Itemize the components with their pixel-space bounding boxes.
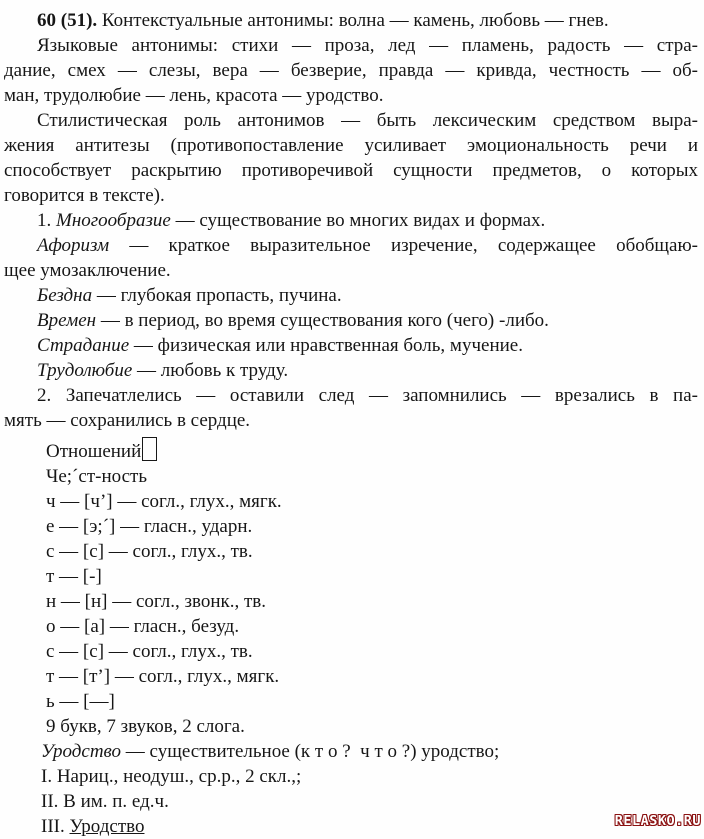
text-segment: — краткое выразительное изречение, содержащее обобщаю-: [109, 235, 698, 256]
text-line: [4, 437, 698, 464]
text-segment: Уродство: [69, 816, 145, 837]
text-line: [4, 158, 698, 183]
text-segment: Времен: [37, 310, 97, 331]
text-line: [4, 739, 698, 764]
text-line: [4, 283, 698, 308]
text-segment: Уродство: [41, 741, 122, 762]
text-segment: с — [с] — согл., глух., тв.: [46, 641, 253, 662]
text-line: [4, 108, 698, 133]
text-line: [4, 664, 698, 689]
text-line: [4, 183, 698, 208]
text-segment: Стилистическая роль антонимов — быть лексическим средством выра-: [37, 110, 698, 131]
text-line: [4, 233, 698, 258]
zero-ending-box: [142, 437, 157, 461]
morpheme-word: Отношений: [46, 441, 142, 462]
text-line: [4, 514, 698, 539]
text-line: [4, 464, 698, 489]
text-line: [4, 308, 698, 333]
text-segment: т — [-]: [46, 566, 102, 587]
text-segment: ь — [—]: [46, 691, 115, 712]
text-line: [4, 83, 698, 108]
text-segment: щее умозаключение.: [4, 260, 171, 281]
text-line: [4, 589, 698, 614]
text-line: [4, 333, 698, 358]
text-line: [4, 358, 698, 383]
text-segment: т — [т’] — согл., глух., мягк.: [46, 666, 280, 687]
text-segment: о — [а] — гласн., безуд.: [46, 616, 240, 637]
text-line: [4, 639, 698, 664]
text-line: [4, 8, 698, 33]
text-segment: I. Нариц., неодуш., ср.р., 2 скл.,;: [41, 766, 302, 787]
text-segment: мять — сохранились в сердце.: [4, 410, 251, 431]
text-segment: — существование во многих видах и формах.: [170, 210, 546, 231]
text-segment: Бездна: [37, 285, 93, 306]
text-segment: с — [с] — согл., глух., тв.: [46, 541, 253, 562]
text-segment: Трудолюбие: [37, 360, 133, 381]
text-segment: ч — [ч’] — согл., глух., мягк.: [46, 491, 282, 512]
text-segment: говорится в тексте).: [4, 185, 165, 206]
text-segment: Контекстуальные антонимы: волна — камень, любовь — гнев.: [97, 10, 609, 31]
text-segment: Языковые антонимы: стихи — проза, лед — пламень, радость — стра-: [37, 35, 698, 56]
text-segment: — любовь к труду.: [132, 360, 289, 381]
text-line: [4, 614, 698, 639]
text-line: [4, 714, 698, 739]
text-segment: 60 (51).: [37, 10, 98, 31]
text-segment: — физическая или нравственная боль, мучение.: [129, 335, 523, 356]
text-segment: 1.: [37, 210, 56, 231]
text-segment: жения антитезы (противопоставление усиливает эмоциональность речи и: [4, 135, 698, 156]
text-segment: II. В им. п. ед.ч.: [41, 791, 169, 812]
text-line: [4, 33, 698, 58]
text-line: [4, 258, 698, 283]
text-line: [4, 689, 698, 714]
text-segment: Че;´ст-ность: [46, 466, 147, 487]
text-segment: способствует раскрытию противоречивой сущности предметов, о которых: [4, 160, 698, 181]
text-line: [4, 208, 698, 233]
text-segment: дание, смех — слезы, вера — безверие, правда — кривда, честность — об-: [4, 60, 698, 81]
text-segment: — существительное (к т о ? ч т о ?) уродство;: [121, 741, 500, 762]
text-line: [4, 408, 698, 433]
text-segment: — в период, во время существования кого (чего) -либо.: [96, 310, 549, 331]
text-line: [4, 564, 698, 589]
watermark: RELASKO.RU: [614, 813, 701, 829]
text-segment: 9 букв, 7 звуков, 2 слога.: [46, 716, 245, 737]
text-segment: е — [э;´] — гласн., ударн.: [46, 516, 253, 537]
text-segment: III.: [41, 816, 70, 837]
text-segment: — глубокая пропасть, пучина.: [92, 285, 342, 306]
text-line: [4, 489, 698, 514]
text-segment: ман, трудолюбие — лень, красота — уродство.: [4, 85, 384, 106]
text-line: [4, 764, 698, 789]
text-segment: 2. Запечатлелись — оставили след — запомнились — врезались в па-: [37, 385, 698, 406]
text-line: [4, 539, 698, 564]
text-line: [4, 383, 698, 408]
text-segment: Афоризм: [37, 235, 110, 256]
text-segment: н — [н] — согл., звонк., тв.: [46, 591, 267, 612]
text-line: [4, 789, 698, 814]
text-line: [4, 58, 698, 83]
text-segment: Многообразие: [56, 210, 171, 231]
text-segment: Страдание: [37, 335, 130, 356]
text-line: [4, 133, 698, 158]
text-line: [4, 814, 698, 839]
